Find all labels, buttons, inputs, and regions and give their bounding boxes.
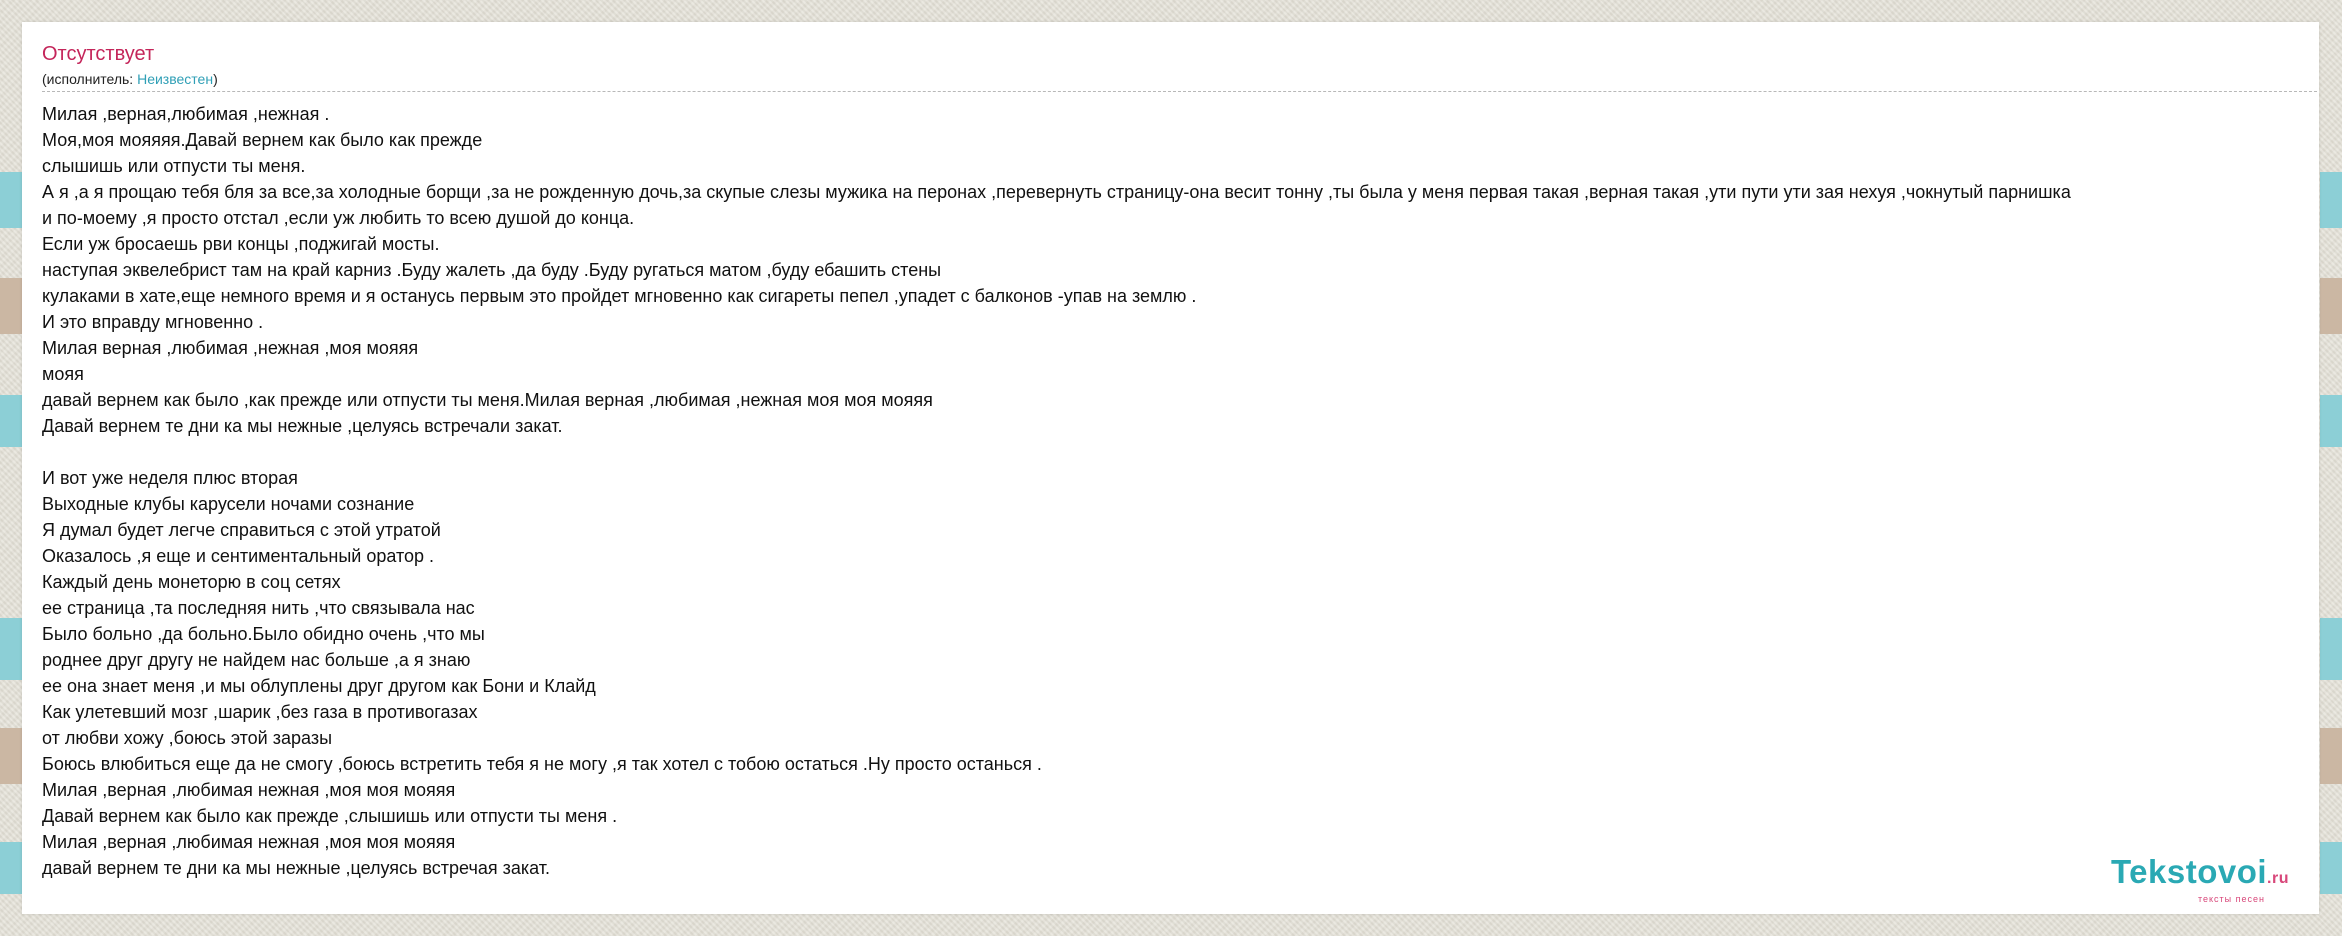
logo-domain-text: .ru — [2267, 870, 2289, 887]
lyrics-page — [22, 22, 2319, 914]
title-divider — [42, 91, 2317, 92]
performer-suffix: ) — [213, 71, 218, 87]
side-band-teal-4 — [0, 842, 22, 894]
logo-main-text: Tekstovoi — [2110, 853, 2268, 890]
lyrics-text: Милая ,верная,любимая ,нежная . Моя,моя мояяяя.Давай вернем как было как прежде слышишь или отпусти ты меня. А я ,а я прощаю тебя бля за все,за холодные борщи ,за не рожденную дочь,за скупые слезы мужика на перонах ,перевернуть страницу-она весит тонну ,ты была у меня первая такая ,верная такая ,ути пути ути зая нехуя ,чокнутый парнишка и по-моему ,я просто отстал ,если уж любить то всею душой до конца. Если уж бросаешь рви концы ,поджигай мосты. наступая эквелебрист там на край карниз .Буду жалеть ,да буду .Буду ругаться матом ,буду ебашить стены кулаками в хате,еще немного время и я останусь первым это пройдет мгновенно как сигареты пепел ,упадет с балконов -упав на землю . И это вправду мгновенно . Милая верная ,любимая ,нежная ,моя мояяя мояя давай вернем как было ,как прежде или отпусти ты меня.Милая верная ,любимая ,нежная моя моя мояяя Давай вернем те дни ка мы нежные ,целуясь встречали закат. И вот уже неделя плюс вторая Выходные клубы карусели ночами сознание Я думал будет легче справиться с этой утратой Оказалось ,я еще и сентиментальный оратор . Каждый день монеторю в соц сетях ее страница ,та последняя нить ,что связывала нас Было больно ,да больно.Было обидно очень ,что мы роднее друг другу не найдем нас больше ,а я знаю ее она знает меня ,и мы облуплены друг другом как Бони и Клайд Как улетевший мозг ,шарик ,без газа в противогазах от любви хожу ,боюсь этой заразы Боюсь влюбиться еще да не смогу ,боюсь встретить тебя я не могу ,я так хотел с тобою остаться .Ну просто останься . Милая ,верная ,любимая нежная ,моя моя мояяя Давай вернем как было как прежде ,слышишь или отпусти ты меня . Милая ,верная ,любимая нежная ,моя моя мояяя давай вернем те дни ка мы нежные ,целуясь встречая закат. — [42, 104, 2071, 878]
logo-wordmark — [2111, 855, 2289, 896]
side-band-tan-1 — [0, 278, 22, 334]
song-title: Отсутствует — [42, 43, 155, 65]
logo-tagline: тексты песен — [2197, 894, 2265, 904]
side-band-teal-2 — [0, 395, 22, 447]
performer-prefix: (исполнитель: — [42, 71, 138, 87]
side-band-teal-3 — [0, 618, 22, 680]
performer-link[interactable]: Неизвестен — [137, 71, 214, 87]
performer-line — [42, 71, 218, 87]
side-band-teal-1 — [0, 172, 22, 228]
site-logo[interactable] — [2111, 855, 2289, 904]
side-band-tan-2 — [0, 728, 22, 784]
